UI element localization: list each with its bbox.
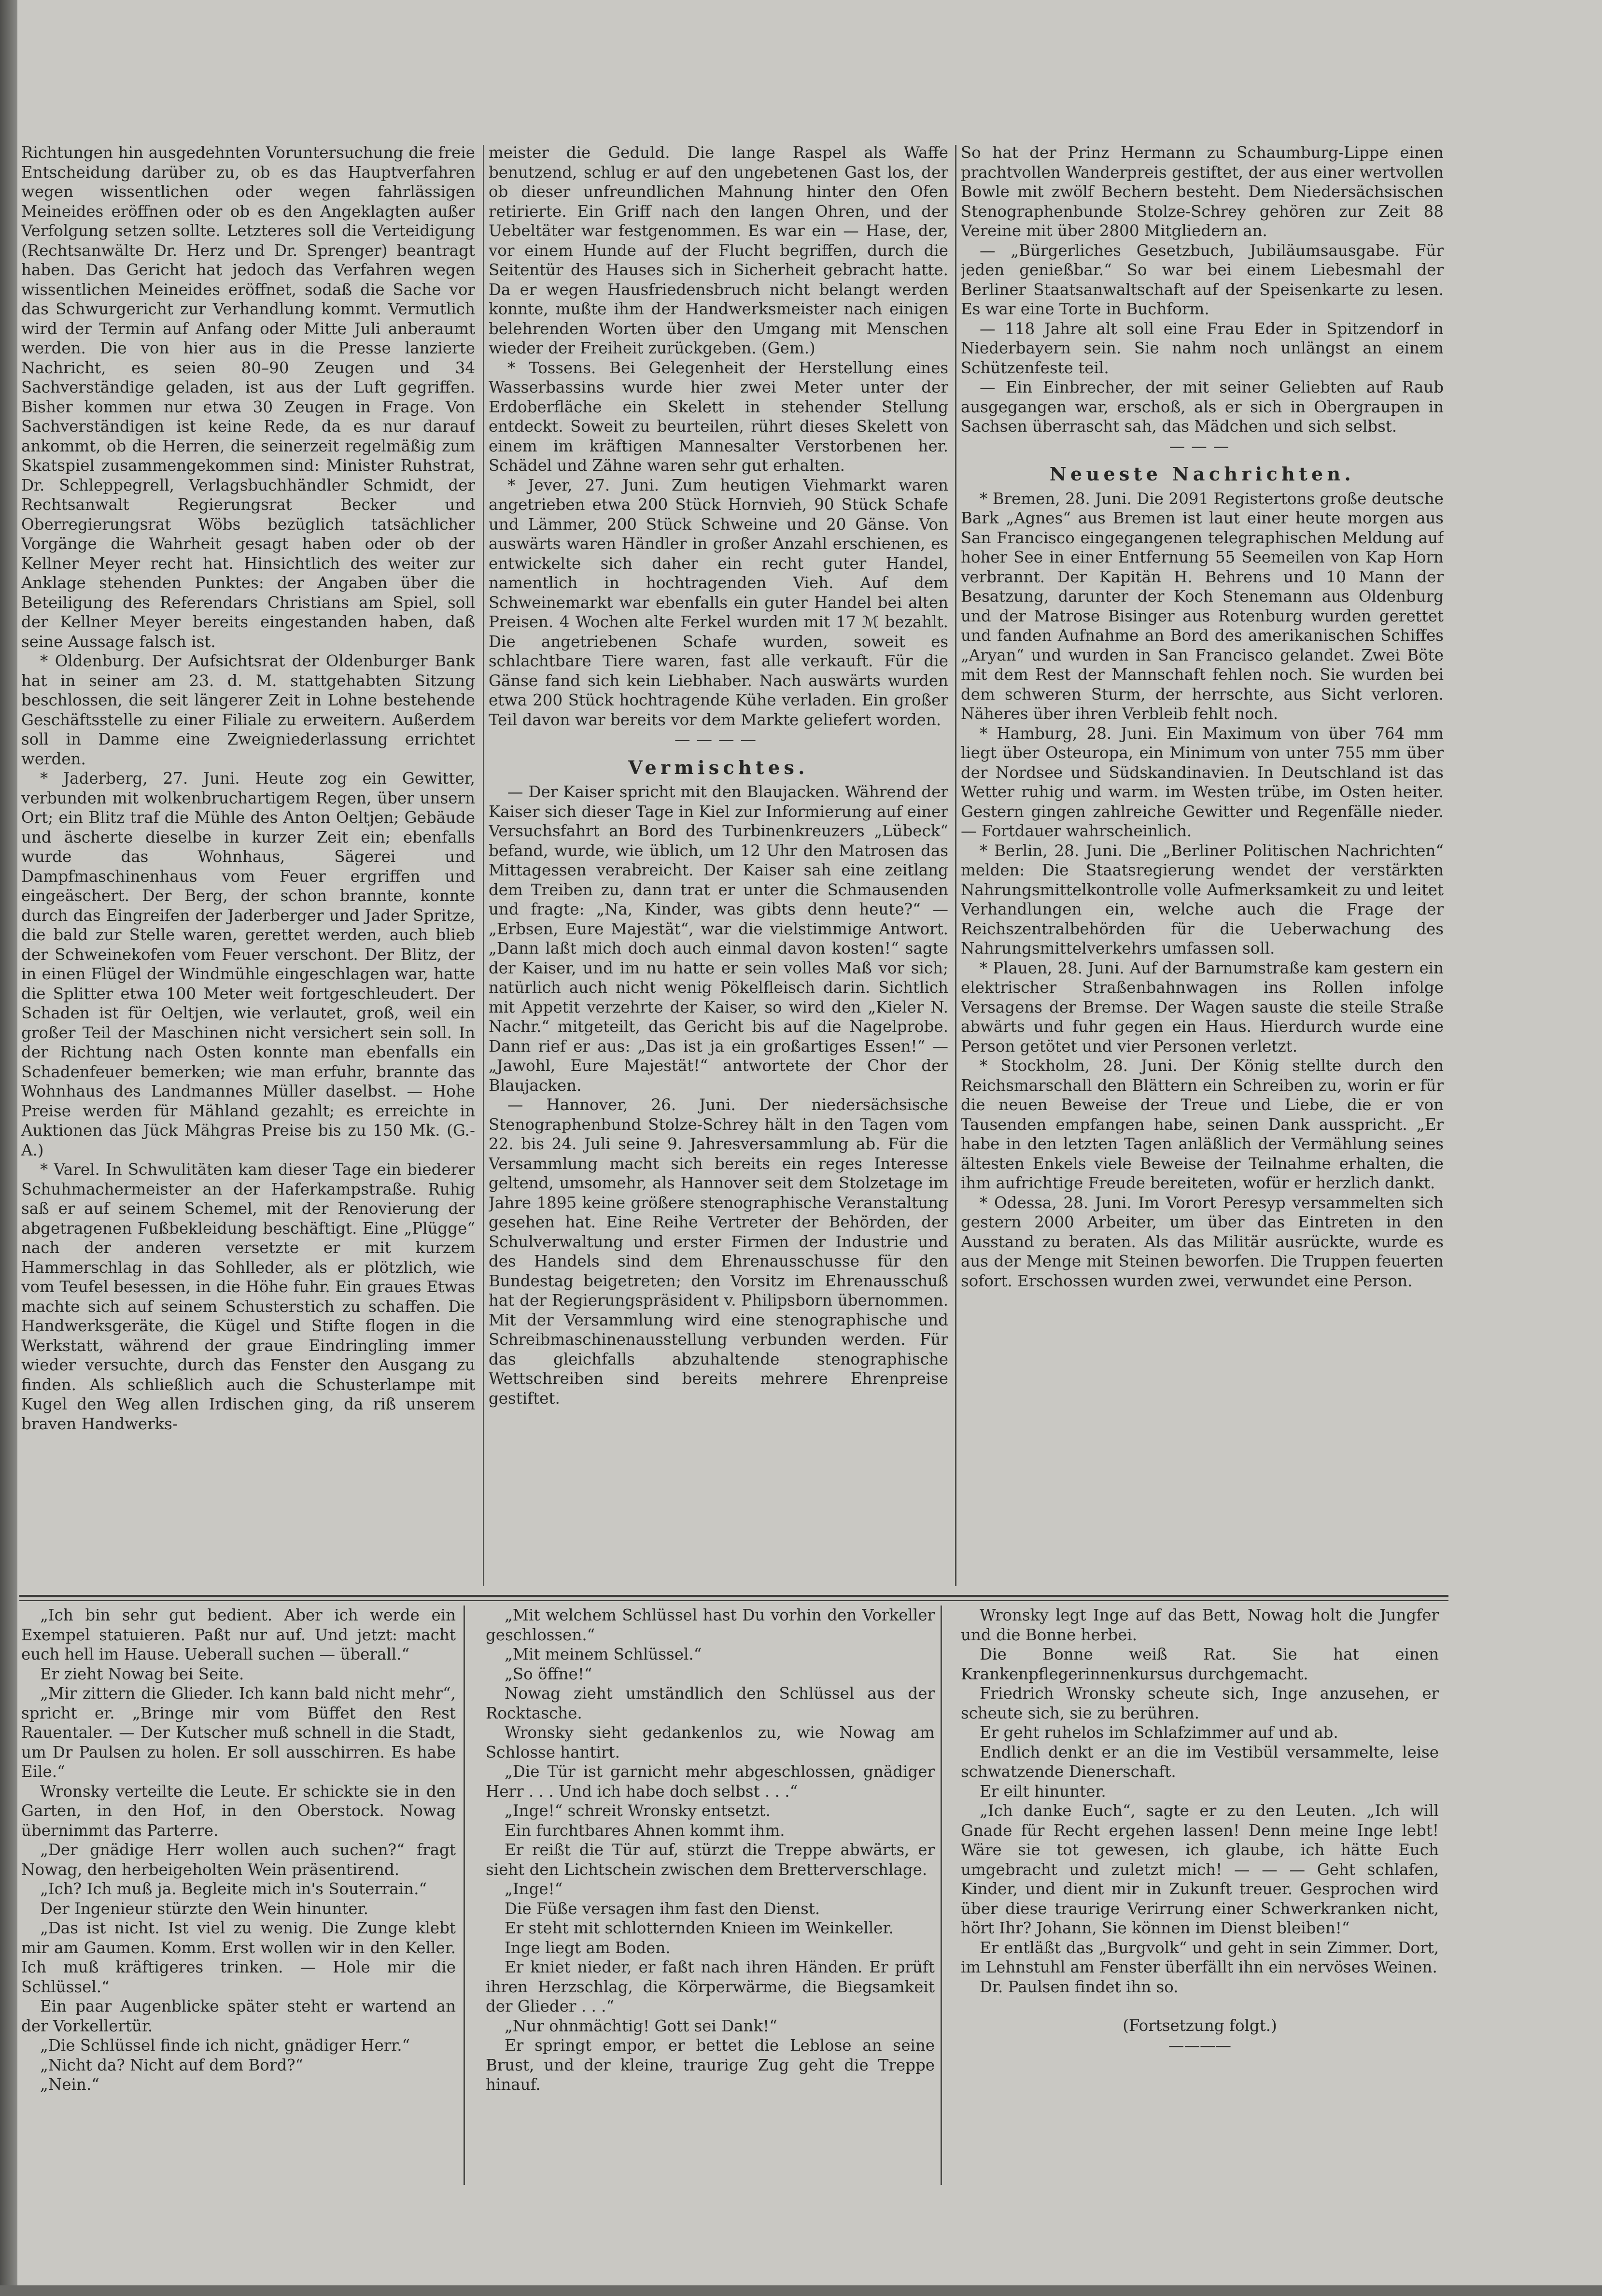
to-be-continued-note: (Fortsetzung folgt.) bbox=[1123, 2016, 1277, 2035]
paragraph: * Odessa, 28. Juni. Im Vorort Peresyp versammelten sich gestern 2000 Arbeiter, um über das Eintreten in den Ausstand zu beraten. Als das Militär ausrückte, wurde es aus der Menge mit Steinen beworfen. Die Truppen feuerten sofort. Erschossen wurden zwei, verwundet eine Person. bbox=[961, 1193, 1444, 1290]
paragraph: Wronsky verteilte die Leute. Er schickte sie in den Garten, in den Hof, in den Oberstock. Nowag übernimmt das Parterre. bbox=[21, 1782, 456, 1840]
paragraph: „Nur ohnmächtig! Gott sei Dank!“ bbox=[505, 2016, 777, 2035]
paragraph: Er springt empor, er bettet die Leblose an seine Brust, und der kleine, traurige Zug geht die Treppe hinauf. bbox=[486, 2036, 935, 2094]
paragraph: „Der gnädige Herr wollen auch suchen?“ fragt Nowag, den herbeigeholten Wein präsentirend. bbox=[21, 1841, 456, 1879]
paragraph: Richtungen hin ausgedehnten Voruntersuchung die freie Entscheidung darüber zu, ob es das Hauptverfahren wegen wissentlichen oder wegen fahrlässigen Meineides eröffnen oder ob es den Angeklagten außer Verfolgung setzen sollte. Letzteres soll die Verteidigung (Rechtsanwälte Dr. Herz und Dr. Sprenger) beantragt haben. Das Gericht hat jedoch das Verfahren wegen wissentlichen Meineides eröffnet, sodaß die Sache vor das Schwurgericht zur Verhandlung kommt. Vermutlich wird der Termin auf Anfang oder Mitte Juli anberaumt werden. Die von hier aus in die Presse lanzierte Nachricht, es seien 80–90 Zeugen und 34 Sachverständige geladen, ist aus der Luft gegriffen. Bisher kommen nur etwa 30 Zeugen in Frage. Von Sachverständigen ist keine Rede, da es nur darauf ankommt, ob die Herren, die seinerzeit regelmäßig zum Skatspiel zusammengekommen sind: Minister Ruhstrat, Dr. Schleppegrell, Verlagsbuchhändler Schmidt, der Rechtsanwalt Regierungsrat Becker und Oberregierungsrat Wöbs bezüglich tatsächlicher Vorgänge die Wahrheit gesagt haben oder ob der Kellner Meyer recht hat. Hinsichtlich des weiter zur Anklage stehenden Punktes: der Angaben über die Beteiligung des Referendars Christians am Spiel, soll der Kellner Meyer bereits eingestanden haben, daß seine Aussage falsch ist. bbox=[21, 143, 475, 651]
paragraph: * Hamburg, 28. Juni. Ein Maximum von über 764 mm liegt über Osteuropa, ein Minimum von unter 755 mm über der Nordsee und Südskandinavien. In Deutschland ist das Wetter ruhig und warm. im Westen trübe, im Osten heiter. Gestern gingen zahlreiche Gewitter und Regenfälle nieder. — Fortdauer wahrscheinlich. bbox=[961, 724, 1444, 840]
paragraph: „Ich bin sehr gut bedient. Aber ich werde ein Exempel statuieren. Paßt nur auf. Und jetzt: macht euch hell im Hause. Ueberall suchen — überall.“ bbox=[21, 1606, 456, 1663]
paragraph: * Berlin, 28. Juni. Die „Berliner Politischen Nachrichten“ melden: Die Staatsregierung wendet der verstärkten Nahrungsmittelkontrolle volle Aufmerksamkeit zu und leitet Verhandlungen ein, welche auch die Frage der Reichszentralbehörden für die Ueberwachung des Nahrungsmittelverkehrs umfassen soll. bbox=[961, 841, 1444, 958]
page-bottom-edge bbox=[0, 2285, 1602, 2296]
paragraph: * Jaderberg, 27. Juni. Heute zog ein Gewitter, verbunden mit wolkenbruchartigem Regen, über unsern Ort; ein Blitz traf die Mühle des Anton Oeltjen; Gebäude und äscherte dieselbe in kurzer Zeit ein; ebenfalls wurde das Wohnhaus, Sägerei und Dampfmaschinenhaus vom Feuer ergriffen und eingeäschert. Der Berg, der schon brannte, konnte durch das Eingreifen der Jaderberger und Jader Spritze, die bald zur Stelle waren, gerettet werden, auch blieb der Schweinekofen vom Feuer verschont. Der Blitz, der in einen Flügel der Windmühle eingeschlagen war, hatte die Splitter etwa 100 Meter weit fortgeschleudert. Der Schaden ist für Oeltjen, wie verlautet, groß, weil ein großer Teil der Maschinen nicht versichert sein soll. In der Richtung nach Osten konnte man ebenfalls ein Schadenfeuer bemerken; wie man erfuhr, brannte das Wohnhaus des Landmannes Müller daselbst. — Hohe Preise werden für Mähland gezahlt; es erreichte in Auktionen das Jück Mähgras Preise bis zu 150 Mk. (G.-A.) bbox=[21, 769, 475, 1159]
paragraph: * Plauen, 28. Juni. Auf der Barnumstraße kam gestern ein elektrischer Straßenbahnwagen ins Rollen infolge Versagens der Bremse. Der Wagen sauste die steile Straße abwärts und fuhr gegen ein Haus. Hierdurch wurde eine Person getötet und vier Personen verletzt. bbox=[961, 958, 1444, 1056]
feuilleton-column-1 bbox=[21, 1606, 456, 2262]
paragraph: „Inge!“ schreit Wronsky entsetzt. bbox=[505, 1802, 771, 1820]
paragraph: * Oldenburg. Der Aufsichtsrat der Oldenburger Bank hat in seiner am 23. d. M. stattgehabten Sitzung beschlossen, die seit längerer Zeit in Lohne bestehende Geschäftsstelle zu einer Filiale zu erweitern. Außerdem soll in Damme eine Zweigniederlassung errichtet werden. bbox=[21, 652, 475, 768]
feuilleton-rule bbox=[19, 1595, 1448, 1597]
paragraph: Dr. Paulsen findet ihn so. bbox=[980, 1977, 1179, 1996]
column-2 bbox=[489, 143, 948, 1587]
section-ornament: ——— bbox=[1169, 437, 1236, 455]
paragraph: „Die Schlüssel finde ich nicht, gnädiger Herr.“ bbox=[40, 2036, 410, 2055]
paragraph: Er entläßt das „Burgvolk“ und geht in sein Zimmer. Dort, im Lehnstuhl am Fenster überfällt ihn ein nervöses Weinen. bbox=[961, 1938, 1439, 1976]
paragraph: Ein furchtbares Ahnen kommt ihm. bbox=[505, 1821, 785, 1840]
paragraph: Er geht ruhelos im Schlafzimmer auf und ab. bbox=[980, 1723, 1338, 1742]
paragraph: * Stockholm, 28. Juni. Der König stellte durch den Reichsmarschall den Blättern ein Schreiben zu, worin er für die neuen Beweise der Treue und Liebe, die er von Tausenden empfangen habe, seinen Dank ausspricht. „Er habe in den letzten Tagen anläßlich der Vermählung seines ältesten Enkels viele Beweise der Teilnahme erhalten, die ihm aufrichtige Freude bereiteten, wofür er herzlich dankt. bbox=[961, 1056, 1444, 1192]
paragraph: Er eilt hinunter. bbox=[980, 1782, 1106, 1801]
paragraph: „Mit welchem Schlüssel hast Du vorhin den Vorkeller geschlossen.“ bbox=[486, 1606, 935, 1644]
paragraph: „Das ist nicht. Ist viel zu wenig. Die Zunge klebt mir am Gaumen. Komm. Erst wollen wir in den Keller. Ich muß kräftigeres trinken. — Hole mir die Schlüssel.“ bbox=[21, 1919, 456, 1996]
paragraph: * Tossens. Bei Gelegenheit der Herstellung eines Wasserbassins wurde hier zwei Meter unter der Erdoberfläche ein Skelett in stehender Stellung entdeckt. Soweit zu beurteilen, rührt dieses Skelett von einem im kräftigen Mannesalter Verstorbenen her. Schädel und Zähne waren sehr gut erhalten. bbox=[489, 358, 948, 475]
paragraph: „Nicht da? Nicht auf dem Bord?“ bbox=[40, 2056, 304, 2074]
paragraph: „Die Tür ist garnicht mehr abgeschlossen, gnädiger Herr . . . Und ich habe doch selbst . . .“ bbox=[486, 1762, 935, 1801]
paragraph: Er reißt die Tür auf, stürzt die Treppe abwärts, er sieht den Lichtschein zwischen dem Bretterverschlage. bbox=[486, 1841, 935, 1879]
paragraph: „Mit meinem Schlüssel.“ bbox=[505, 1645, 702, 1663]
paragraph: * Bremen, 28. Juni. Die 2091 Registertons große deutsche Bark „Agnes“ aus Bremen ist laut einer heute morgen aus San Francisco eingegangenen telegraphischen Meldung auf hoher See in einer Entfernung 55 Seemeilen von Kap Horn verbrannt. Der Kapitän H. Behrens und 10 Mann der Besatzung, darunter der Koch Stenemann aus Oldenburg und der Matrose Bisinger aus Rotenburg wurden gerettet und fanden Aufnahme an Bord des amerikanischen Schiffes „Aryan“ und wurden in San Francisco gelandet. Zwei Böte mit dem Rest der Mannschaft fehlen noch. Sie wurden bei dem schweren Sturm, der herrschte, aus Sicht verloren. Näheres über ihren Verbleib fehlt noch. bbox=[961, 489, 1444, 723]
paragraph: So hat der Prinz Hermann zu Schaumburg-Lippe einen prachtvollen Wanderpreis gestiftet, der aus einer wertvollen Bowle mit zwölf Bechern besteht. Dem Niedersächsischen Stenographenbunde Stolze-Schrey gehören zur Zeit 88 Vereine mit über 2800 Mitgliedern an. bbox=[961, 143, 1444, 240]
paragraph: — Der Kaiser spricht mit den Blaujacken. Während der Kaiser sich dieser Tage in Kiel zur Informierung auf einer Versuchsfahrt an Bord des Turbinenkreuzers „Lübeck“ befand, wurde, wie üblich, um 12 Uhr den Matrosen das Mittagessen verabreicht. Der Kaiser sah eine zeitlang dem Treiben zu, dann trat er unter die Schmausenden und fragte: „Na, Kinder, was gibts denn heute?“ — „Erbsen, Eure Majestät“, war die vielstimmige Antwort. „Dann laßt mich doch auch einmal davon kosten!“ sagte der Kaiser, und im nu hatte er sein volles Maß vor sich; natürlich auch nicht wenig Pökelfleisch darin. Sichtlich mit Appetit verzehrte der Kaiser, so wird den „Kieler N. Nachr.“ mitgeteilt, das Gericht bis auf die Nagelprobe. Dann rief er aus: „Das ist ja ein großartiges Essen!“ — „Jawohl, Eure Majestät!“ antwortete der Chor der Blaujacken. bbox=[489, 783, 948, 1095]
paragraph: „Ich danke Euch“, sagte er zu den Leuten. „Ich will Gnade für Recht ergehen lassen! Denn meine Inge lebt! Wäre sie tot gewesen, ich glaube, ich hätte Euch umgebracht und zuletzt mich! — — — Geht schlafen, Kinder, und dient mir in Zukunft treuer. Gesprochen wird über diese traurige Verirrung einer Schwerkranken nicht, hört Ihr? Johann, Sie können im Dienst bleiben!“ bbox=[961, 1802, 1439, 1937]
section-heading-vermischtes: Vermischtes. bbox=[628, 756, 809, 778]
column-rule-1 bbox=[483, 145, 484, 1586]
feuilleton-column-2 bbox=[486, 1606, 935, 2262]
paragraph: — „Bürgerliches Gesetzbuch, Jubiläumsausgabe. Für jeden genießbar.“ So war bei einem Liebesmahl der Berliner Staatsanwaltschaft auf der Speisenkarte zu lesen. Es war eine Torte in Buchform. bbox=[961, 241, 1444, 318]
paragraph: Er kniet nieder, er faßt nach ihren Händen. Er prüft ihren Herzschlag, die Körperwärme, die Biegsamkeit der Glieder . . .“ bbox=[486, 1958, 935, 2015]
paragraph: Friedrich Wronsky scheute sich, Inge anzusehen, er scheute sich, sie zu berühren. bbox=[961, 1684, 1439, 1722]
paragraph: * Varel. In Schwulitäten kam dieser Tage ein biederer Schuhmachermeister an der Haferkampstraße. Ruhig saß er auf seinem Schemel, mit der Renovierung der abgetragenen Fußbekleidung beschäftigt. Eine „Plügge“ nach der anderen versetzte er mit kurzem Hammerschlag in das Sohlleder, als er plötzlich, wie vom Teufel besessen, in die Höhe fuhr. Ein graues Etwas machte sich auf seinem Schusterstich zu schaffen. Die Handwerksgeräte, die Kügel und Stifte flogen in die Werkstatt, während der graue Eindringling immer wieder versuchte, durch das Fenster den Ausgang zu finden. Als schließlich auch die Schusterlampe mit Kugel den Weg allen Irdischen ging, da riß unserem braven Handwerks- bbox=[21, 1160, 475, 1433]
column-3 bbox=[961, 143, 1444, 1587]
column-1 bbox=[21, 143, 475, 1587]
column-rule-2 bbox=[955, 145, 956, 1586]
paragraph: Er zieht Nowag bei Seite. bbox=[40, 1664, 244, 1683]
paragraph: „Nein.“ bbox=[40, 2075, 99, 2094]
paragraph: „Mir zittern die Glieder. Ich kann bald nicht mehr“, spricht er. „Bringe mir vom Büffet den Rest Rauentaler. — Der Kutscher muß schnell in die Stadt, um Dr Paulsen zu holen. Er soll ausschirren. Es habe Eile.“ bbox=[21, 1684, 456, 1781]
paragraph: * Jever, 27. Juni. Zum heutigen Viehmarkt waren angetrieben etwa 200 Stück Hornvieh, 90 Stück Schafe und Lämmer, 200 Stück Schweine und 20 Gänse. Von auswärts waren Händler in großer Anzahl erschienen, es entwickelte sich daher ein recht guter Handel, namentlich in hochtragenden Vieh. Auf dem Schweinemarkt war ebenfalls ein guter Handel bei alten Preisen. 4 Wochen alte Ferkel wurden mit 17 ℳ bezahlt. Die angetriebenen Schafe wurden, soweit es schlachtbare Tiere waren, fast alle verkauft. Für die Gänse fand sich kein Liebhaber. Nach auswärts wurden etwa 200 Stück hochtragende Kühe verladen. Ein großer Teil davon war bereits vor dem Markte geliefert worden. bbox=[489, 476, 948, 729]
paragraph: Wronsky legt Inge auf das Bett, Nowag holt die Jungfer und die Bonne herbei. bbox=[961, 1606, 1439, 1644]
paragraph: Ein paar Augenblicke später steht er wartend an der Vorkellertür. bbox=[21, 1997, 456, 2035]
paragraph: „Inge!“ bbox=[505, 1880, 563, 1898]
feuilleton-rule-thin bbox=[19, 1600, 1448, 1601]
paragraph: — Hannover, 26. Juni. Der niedersächsische Stenographenbund Stolze-Schrey hält in den Tagen vom 22. bis 24. Juli seine 9. Jahresversammlung ab. Für die Versammlung macht sich bereits ein reges Interesse geltend, umsomehr, als Hannover seit dem Stolzetage im Jahre 1895 keine größere stenographische Veranstaltung gesehen hat. Eine Reihe Vertreter der Behörden, der Schulverwaltung und erster Firmen der Industrie und des Handels sind dem Ehrenausschusse für den Bundestag beigetreten; den Vorsitz im Ehrenausschuß hat der Regierungspräsident v. Philipsborn übernommen. Mit der Versammlung wird eine stenographische und Schreibmaschinenausstellung verbunden werden. Für das gleichfalls abzuhaltende stenographische Wettschreiben sind bereits mehrere Ehrenpreise gestiftet. bbox=[489, 1096, 948, 1408]
paragraph: Die Bonne weiß Rat. Sie hat einen Krankenpflegerinnenkursus durchgemacht. bbox=[961, 1645, 1439, 1683]
page-binding-edge bbox=[0, 0, 17, 2296]
section-ornament: ———— bbox=[675, 730, 762, 748]
paragraph: „So öffne!“ bbox=[505, 1664, 592, 1683]
feuilleton-column-3 bbox=[961, 1606, 1439, 2262]
paragraph: Der Ingenieur stürzte den Wein hinunter. bbox=[40, 1899, 368, 1918]
paragraph: meister die Geduld. Die lange Raspel als Waffe benutzend, schlug er auf den ungebetenen Gast los, der ob dieser unfreundlichen Mahnung hinter den Ofen retirierte. Ein Griff nach den langen Ohren, und der Uebeltäter war festgenommen. Es war ein — Hase, der, vor einem Hunde auf der Flucht begriffen, durch die Seitentür des Hauses sich in Sicherheit gebracht hatte. Da er wegen Hausfriedensbruch nicht belangt werden konnte, mußte ihm der Handwerksmeister nach einigen belehrenden Worten über den Umgang mit Menschen wieder der Freiheit zurückgeben. (Gem.) bbox=[489, 143, 948, 357]
feuilleton-rule-1 bbox=[464, 1606, 465, 2185]
paragraph: Endlich denkt er an die im Vestibül versammelte, leise schwatzende Dienerschaft. bbox=[961, 1743, 1439, 1781]
paragraph: Inge liegt am Boden. bbox=[505, 1938, 671, 1957]
paragraph: Er steht mit schlotternden Knieen im Weinkeller. bbox=[505, 1919, 894, 1937]
paragraph: „Ich? Ich muß ja. Begleite mich in's Souterrain.“ bbox=[40, 1880, 427, 1898]
paragraph: — 118 Jahre alt soll eine Frau Eder in Spitzendorf in Niederbayern sein. Sie nahm noch unlängst an einem Schützenfeste teil. bbox=[961, 319, 1444, 377]
closing-ornament: ———— bbox=[1168, 2036, 1231, 2055]
section-heading-neueste-nachrichten: Neueste Nachrichten. bbox=[1049, 463, 1355, 485]
paragraph: — Ein Einbrecher, der mit seiner Geliebten auf Raub ausgegangen war, erschoß, als er sich in Obergraupen in Sachsen überrascht sah, das Mädchen und sich selbst. bbox=[961, 378, 1444, 436]
paragraph: Wronsky sieht gedankenlos zu, wie Nowag am Schlosse hantirt. bbox=[486, 1723, 935, 1761]
paragraph: Die Füße versagen ihm fast den Dienst. bbox=[505, 1899, 820, 1918]
paragraph: Nowag zieht umständlich den Schlüssel aus der Rocktasche. bbox=[486, 1684, 935, 1722]
feuilleton-rule-2 bbox=[941, 1606, 942, 2185]
